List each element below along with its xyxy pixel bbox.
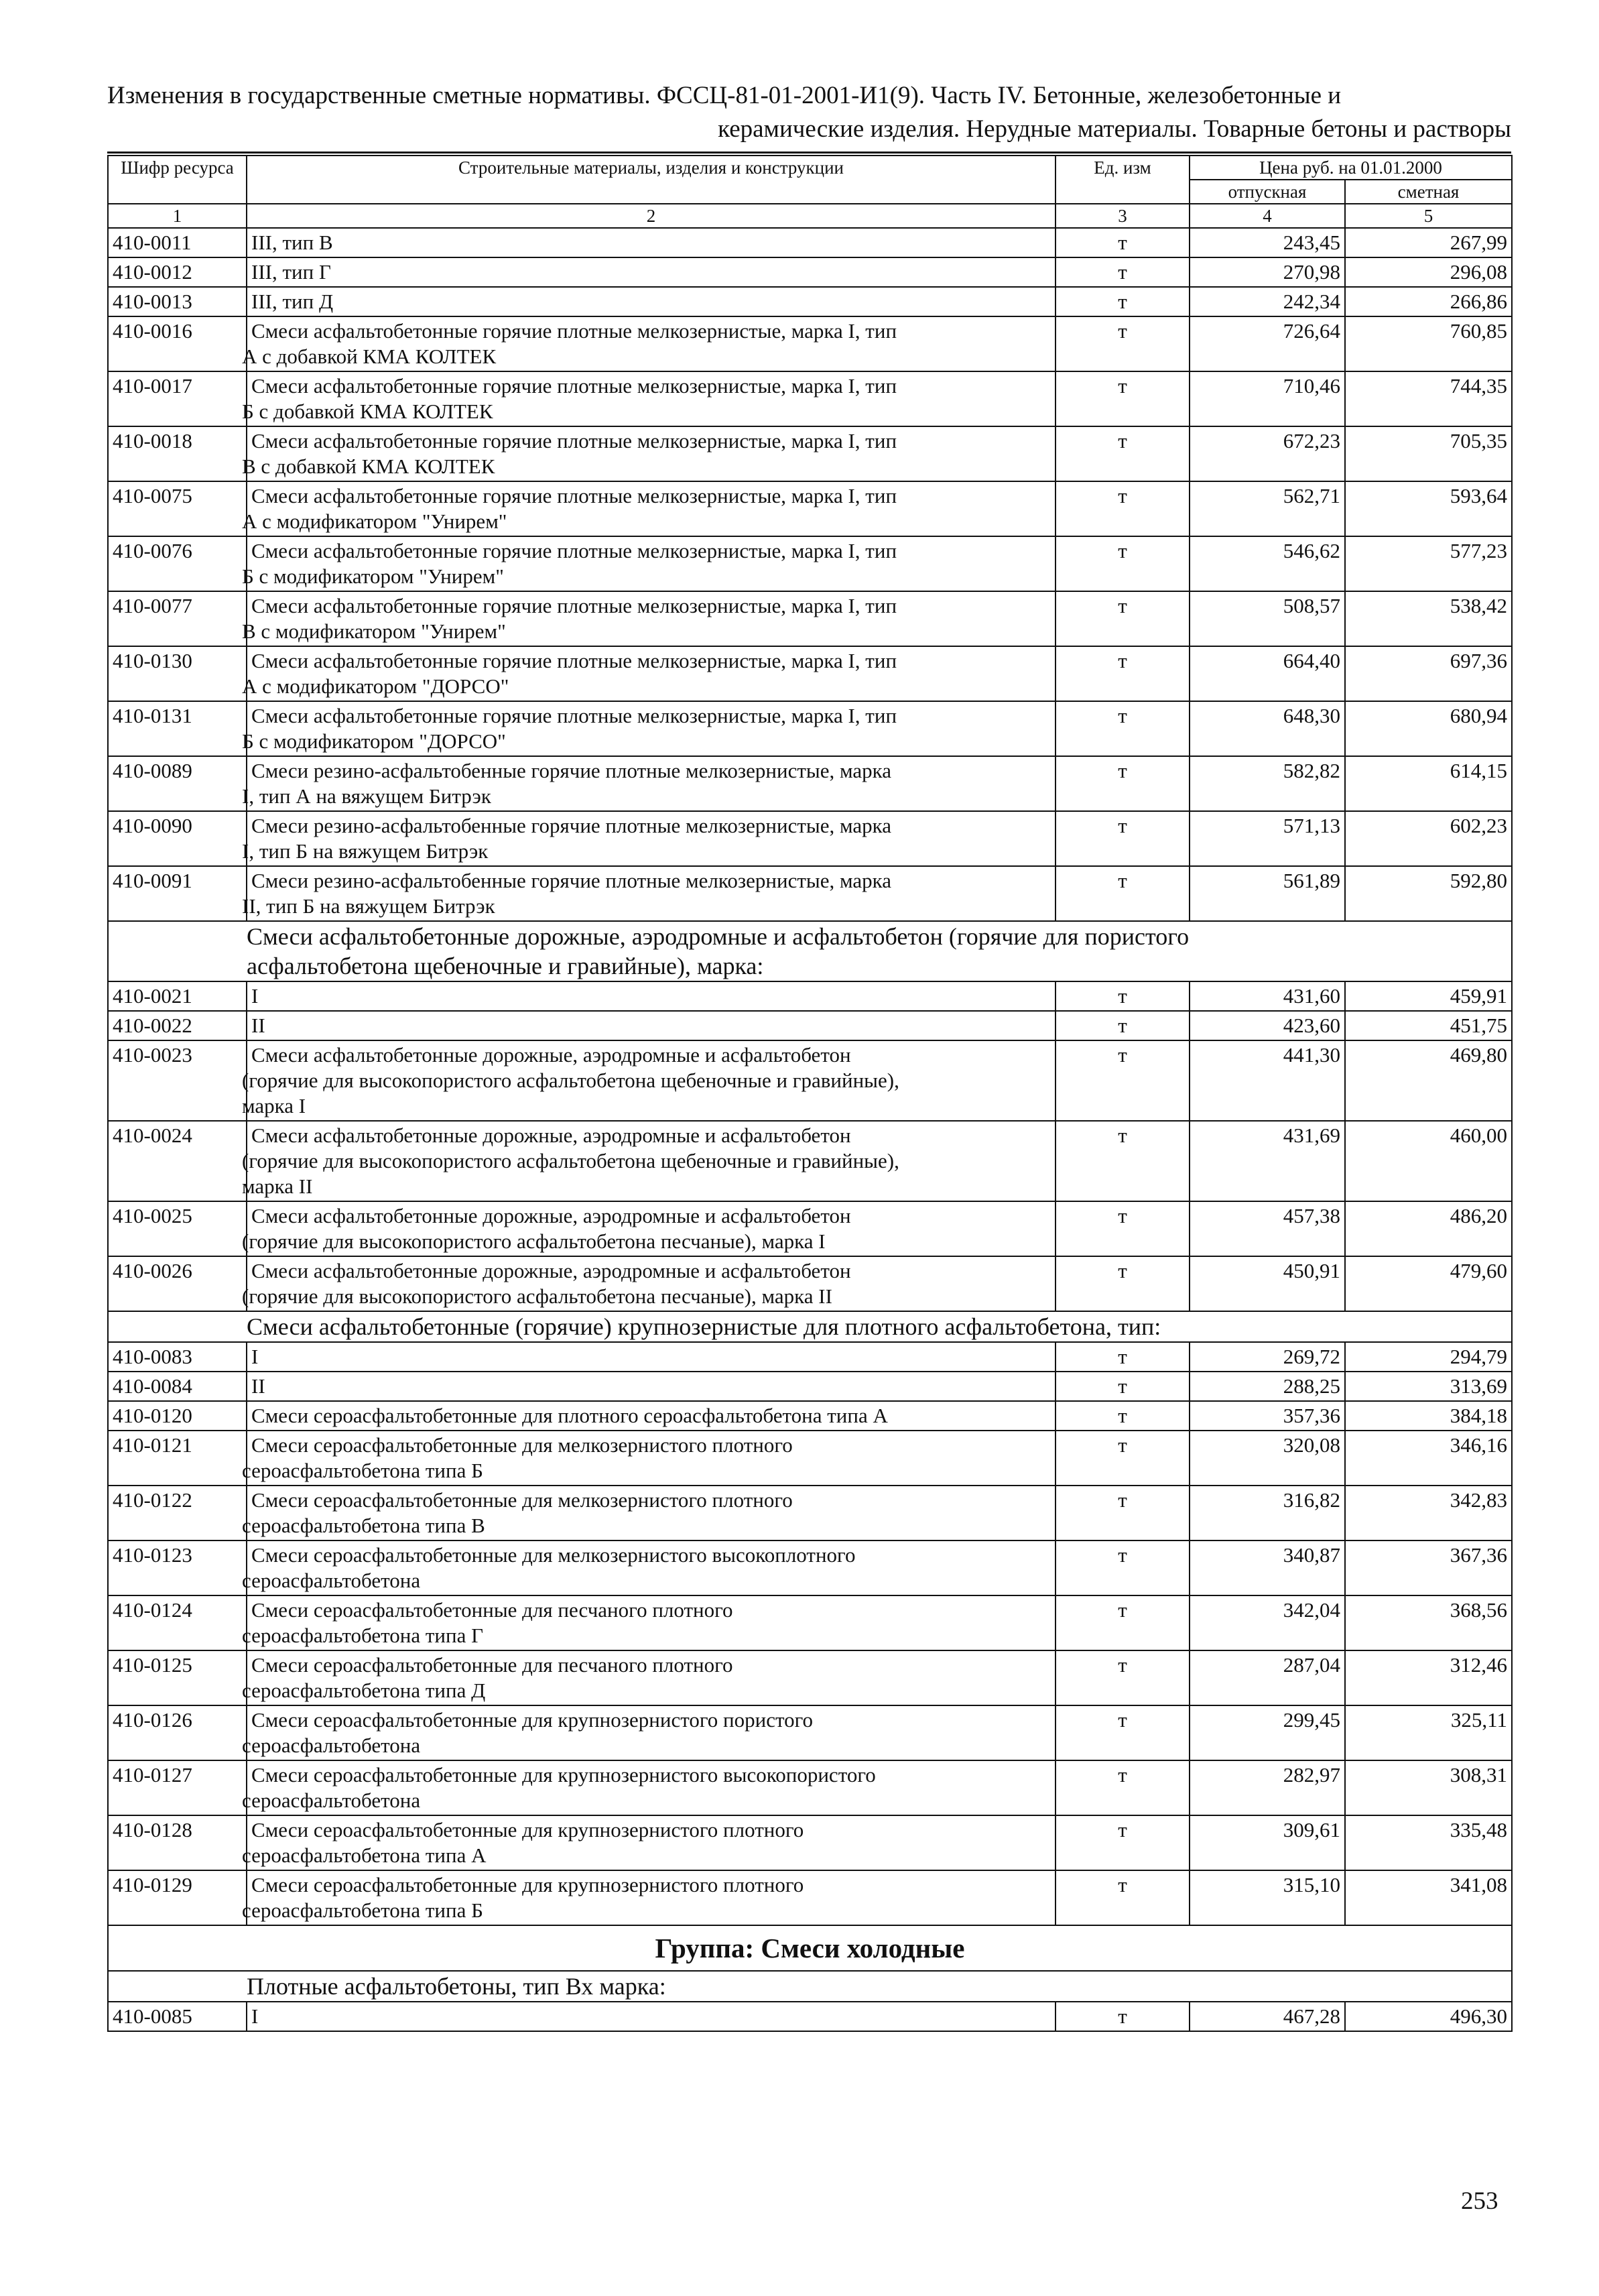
release-price: 243,45: [1190, 228, 1345, 257]
section-title: [108, 921, 1512, 981]
material-name-line: II: [251, 1014, 265, 1037]
release-price: 269,72: [1190, 1342, 1345, 1372]
material-name-line: (горячие для высокопористого асфальтобетона песчаные), марка I: [242, 1229, 826, 1253]
section-row: [108, 1971, 1512, 2002]
price-table: [107, 155, 1513, 2032]
material-name-line: (горячие для высокопористого асфальтобетона песчаные), марка II: [242, 1284, 832, 1308]
unit-cell: т: [1056, 1815, 1190, 1870]
table-row: [108, 1201, 1512, 1256]
estimate-price: 592,80: [1345, 866, 1512, 921]
unit-cell: т: [1056, 1431, 1190, 1486]
estimate-price: 602,23: [1345, 811, 1512, 866]
unit-cell: т: [1056, 1401, 1190, 1431]
material-name: [242, 1650, 1056, 1705]
material-name: [247, 1401, 1056, 1431]
resource-code: 410-0131: [108, 701, 247, 756]
material-name-line: Смеси асфальтобетонные горячие плотные мелкозернистые, марка I, тип: [251, 704, 897, 727]
resource-code: 410-0077: [108, 591, 247, 646]
unit-cell: т: [1056, 756, 1190, 811]
release-price: 299,45: [1190, 1705, 1345, 1760]
material-name-line: Смеси резино-асфальтобенные горячие плотные мелкозернистые, марка: [251, 869, 891, 892]
material-name: [242, 316, 1056, 371]
column-number: 2: [247, 204, 1056, 228]
resource-code: 410-0090: [108, 811, 247, 866]
table-row: [108, 1431, 1512, 1486]
material-name-line: марка I: [242, 1094, 306, 1117]
material-name-line: Смеси сероасфальтобетонные для мелкозернистого высокоплотного: [251, 1543, 856, 1567]
resource-code: 410-0122: [108, 1486, 247, 1540]
material-name-line: Смеси асфальтобетонные горячие плотные мелкозернистые, марка I, тип: [251, 594, 897, 617]
material-name: [242, 1431, 1056, 1486]
material-name-line: Смеси асфальтобетонные горячие плотные мелкозернистые, марка I, тип: [251, 319, 897, 343]
unit-cell: т: [1056, 1040, 1190, 1121]
column-number: 4: [1190, 204, 1345, 228]
section-title: Смеси асфальтобетонные (горячие) крупнозернистые для плотного асфальтобетона, тип:: [108, 1311, 1512, 1342]
material-name-line: А с добавкой КМА КОЛТЕК: [242, 345, 497, 368]
unit-cell: т: [1056, 371, 1190, 426]
estimate-price: 486,20: [1345, 1201, 1512, 1256]
material-name: [242, 1540, 1056, 1595]
unit-cell: т: [1056, 257, 1190, 287]
unit-cell: т: [1056, 1760, 1190, 1815]
table-row: [108, 701, 1512, 756]
section-title-line: асфальтобетона щебеночные и гравийные), марка:: [247, 953, 764, 979]
resource-code: 410-0083: [108, 1342, 247, 1372]
material-name-line: Смеси сероасфальтобетонные для крупнозернистого пористого: [251, 1708, 814, 1732]
material-name: [242, 1815, 1056, 1870]
estimate-price: 577,23: [1345, 536, 1512, 591]
estimate-price: 294,79: [1345, 1342, 1512, 1372]
resource-code: 410-0011: [108, 228, 247, 257]
estimate-price: 342,83: [1345, 1486, 1512, 1540]
material-name-line: Смеси сероасфальтобетонные для песчаного плотного: [251, 1598, 733, 1622]
resource-code: 410-0018: [108, 426, 247, 481]
material-name-line: А с модификатором "Унирем": [242, 509, 507, 533]
unit-cell: т: [1056, 1372, 1190, 1401]
resource-code: 410-0126: [108, 1705, 247, 1760]
estimate-price: 313,69: [1345, 1372, 1512, 1401]
table-row: [108, 1540, 1512, 1595]
estimate-price: 267,99: [1345, 228, 1512, 257]
material-name-line: III, тип Г: [251, 260, 331, 284]
release-price: 242,34: [1190, 287, 1345, 316]
table-row: [108, 1121, 1512, 1201]
resource-code: 410-0121: [108, 1431, 247, 1486]
table-row: [108, 646, 1512, 701]
estimate-price: 341,08: [1345, 1870, 1512, 1925]
unit-cell: т: [1056, 1870, 1190, 1925]
header-release: отпускная: [1190, 180, 1345, 204]
material-name-line: III, тип В: [251, 231, 333, 254]
group-title: Группа: Смеси холодные: [108, 1925, 1512, 1971]
table-row: [108, 811, 1512, 866]
section-title: Плотные асфальтобетоны, тип Вх марка:: [108, 1971, 1512, 2002]
material-name: [247, 1011, 1056, 1040]
estimate-price: 538,42: [1345, 591, 1512, 646]
unit-cell: т: [1056, 1705, 1190, 1760]
release-price: 287,04: [1190, 1650, 1345, 1705]
unit-cell: т: [1056, 1595, 1190, 1650]
unit-cell: т: [1056, 228, 1190, 257]
release-price: 340,87: [1190, 1540, 1345, 1595]
material-name-line: сероасфальтобетона типа А: [242, 1844, 487, 1867]
unit-cell: т: [1056, 981, 1190, 1011]
material-name-line: Б с модификатором "ДОРСО": [242, 729, 506, 753]
header-estimate: сметная: [1345, 180, 1512, 204]
material-name: [247, 2002, 1056, 2031]
resource-code: 410-0091: [108, 866, 247, 921]
unit-cell: т: [1056, 1342, 1190, 1372]
table-row: [108, 426, 1512, 481]
table-row: [108, 1650, 1512, 1705]
group-row: [108, 1925, 1512, 1971]
table-row: [108, 228, 1512, 257]
release-price: 316,82: [1190, 1486, 1345, 1540]
unit-cell: т: [1056, 1256, 1190, 1311]
material-name: [242, 371, 1056, 426]
header-rule: [107, 152, 1511, 154]
material-name-line: сероасфальтобетона типа Д: [242, 1679, 486, 1702]
column-number: 3: [1056, 204, 1190, 228]
estimate-price: 459,91: [1345, 981, 1512, 1011]
unit-cell: т: [1056, 811, 1190, 866]
table-row: [108, 1372, 1512, 1401]
material-name-line: Смеси сероасфальтобетонные для мелкозернистого плотного: [251, 1433, 793, 1457]
material-name-line: II: [251, 1374, 265, 1398]
material-name: [242, 1121, 1056, 1201]
material-name-line: марка II: [242, 1174, 313, 1198]
release-price: 320,08: [1190, 1431, 1345, 1486]
material-name-line: (горячие для высокопористого асфальтобетона щебеночные и гравийные),: [242, 1149, 899, 1172]
estimate-price: 760,85: [1345, 316, 1512, 371]
material-name-line: Смеси асфальтобетонные дорожные, аэродромные и асфальтобетон: [251, 1043, 851, 1067]
resource-code: 410-0128: [108, 1815, 247, 1870]
table-row: [108, 1342, 1512, 1372]
release-price: 710,46: [1190, 371, 1345, 426]
table-row: [108, 2002, 1512, 2031]
table-row: [108, 591, 1512, 646]
header-price: Цена руб. на 01.01.2000: [1190, 156, 1512, 180]
material-name-line: сероасфальтобетона типа Б: [242, 1459, 483, 1482]
material-name: [242, 426, 1056, 481]
material-name: [242, 536, 1056, 591]
table-row: [108, 756, 1512, 811]
table-row: [108, 1401, 1512, 1431]
unit-cell: т: [1056, 1540, 1190, 1595]
release-price: 431,60: [1190, 981, 1345, 1011]
release-price: 561,89: [1190, 866, 1345, 921]
material-name-line: Смеси асфальтобетонные горячие плотные мелкозернистые, марка I, тип: [251, 484, 897, 507]
release-price: 582,82: [1190, 756, 1345, 811]
table-row: [108, 1040, 1512, 1121]
material-name-line: Смеси сероасфальтобетонные для песчаного плотного: [251, 1653, 733, 1677]
resource-code: 410-0125: [108, 1650, 247, 1705]
resource-code: 410-0021: [108, 981, 247, 1011]
estimate-price: 308,31: [1345, 1760, 1512, 1815]
material-name-line: (горячие для высокопористого асфальтобетона щебеночные и гравийные),: [242, 1069, 899, 1092]
material-name-line: I: [251, 2004, 259, 2028]
estimate-price: 368,56: [1345, 1595, 1512, 1650]
estimate-price: 705,35: [1345, 426, 1512, 481]
resource-code: 410-0084: [108, 1372, 247, 1401]
column-number: 5: [1345, 204, 1512, 228]
resource-code: 410-0120: [108, 1401, 247, 1431]
unit-cell: т: [1056, 1201, 1190, 1256]
unit-cell: т: [1056, 426, 1190, 481]
table-row: [108, 1256, 1512, 1311]
material-name: [242, 646, 1056, 701]
material-name: [242, 756, 1056, 811]
release-price: 648,30: [1190, 701, 1345, 756]
header-line-2: керамические изделия. Нерудные материалы. Товарные бетоны и растворы: [718, 115, 1511, 143]
resource-code: 410-0130: [108, 646, 247, 701]
estimate-price: 346,16: [1345, 1431, 1512, 1486]
header-unit: Ед. изм: [1056, 156, 1190, 204]
estimate-price: 325,11: [1345, 1705, 1512, 1760]
resource-code: 410-0022: [108, 1011, 247, 1040]
table-body-1: [108, 228, 1512, 921]
release-price: 423,60: [1190, 1011, 1345, 1040]
material-name-line: сероасфальтобетона: [242, 1789, 421, 1812]
release-price: 288,25: [1190, 1372, 1345, 1401]
estimate-price: 312,46: [1345, 1650, 1512, 1705]
material-name-line: Смеси асфальтобетонные дорожные, аэродромные и асфальтобетон: [251, 1124, 851, 1147]
release-price: 664,40: [1190, 646, 1345, 701]
material-name: [247, 287, 1056, 316]
estimate-price: 451,75: [1345, 1011, 1512, 1040]
material-name-line: сероасфальтобетона типа Г: [242, 1624, 483, 1647]
table-row: [108, 1595, 1512, 1650]
material-name-line: Б с добавкой КМА КОЛТЕК: [242, 400, 493, 423]
estimate-price: 335,48: [1345, 1815, 1512, 1870]
section-row: [108, 1311, 1512, 1342]
table-row: [108, 481, 1512, 536]
header-name: Строительные материалы, изделия и конструкции: [247, 156, 1056, 204]
material-name-line: сероасфальтобетона типа Б: [242, 1898, 483, 1922]
material-name-line: сероасфальтобетона типа В: [242, 1514, 485, 1537]
material-name-line: А с модификатором "ДОРСО": [242, 674, 509, 698]
resource-code: 410-0076: [108, 536, 247, 591]
material-name: [242, 1201, 1056, 1256]
release-price: 546,62: [1190, 536, 1345, 591]
estimate-price: 744,35: [1345, 371, 1512, 426]
material-name-line: Смеси сероасфальтобетонные для крупнозернистого плотного: [251, 1818, 804, 1841]
material-name: [242, 866, 1056, 921]
release-price: 309,61: [1190, 1815, 1345, 1870]
table-body-2: [108, 981, 1512, 1311]
estimate-price: 266,86: [1345, 287, 1512, 316]
unit-cell: т: [1056, 287, 1190, 316]
material-name: [247, 1372, 1056, 1401]
estimate-price: 496,30: [1345, 2002, 1512, 2031]
release-price: 450,91: [1190, 1256, 1345, 1311]
material-name-line: Смеси асфальтобетонные горячие плотные мелкозернистые, марка I, тип: [251, 539, 897, 562]
material-name-line: I, тип А на вяжущем Битрэк: [242, 784, 491, 808]
unit-cell: т: [1056, 536, 1190, 591]
estimate-price: 469,80: [1345, 1040, 1512, 1121]
resource-code: 410-0012: [108, 257, 247, 287]
section-title-line: Смеси асфальтобетонные дорожные, аэродромные и асфальтобетон (горячие для пористого: [247, 923, 1190, 950]
material-name-line: В с добавкой КМА КОЛТЕК: [242, 455, 495, 478]
unit-cell: т: [1056, 1121, 1190, 1201]
release-price: 571,13: [1190, 811, 1345, 866]
group-section: [108, 1925, 1512, 2002]
material-name: [247, 1342, 1056, 1372]
material-name-line: Смеси сероасфальтобетонные для крупнозернистого высокопористого: [251, 1763, 876, 1787]
table-row: [108, 866, 1512, 921]
table-row: [108, 316, 1512, 371]
material-name: [242, 1256, 1056, 1311]
column-number: 1: [108, 204, 247, 228]
resource-code: 410-0075: [108, 481, 247, 536]
release-price: 562,71: [1190, 481, 1345, 536]
material-name-line: I: [251, 1345, 259, 1368]
resource-code: 410-0013: [108, 287, 247, 316]
resource-code: 410-0026: [108, 1256, 247, 1311]
table-row: [108, 1760, 1512, 1815]
column-number-row: [108, 204, 1512, 228]
material-name-line: Смеси асфальтобетонные горячие плотные мелкозернистые, марка I, тип: [251, 429, 897, 452]
section-1: [108, 921, 1512, 981]
table-row: [108, 371, 1512, 426]
table-row: [108, 1705, 1512, 1760]
release-price: 282,97: [1190, 1760, 1345, 1815]
release-price: 342,04: [1190, 1595, 1345, 1650]
table-row: [108, 1011, 1512, 1040]
material-name-line: II, тип Б на вяжущем Битрэк: [242, 894, 495, 918]
estimate-price: 384,18: [1345, 1401, 1512, 1431]
release-price: 467,28: [1190, 2002, 1345, 2031]
table-row: [108, 287, 1512, 316]
resource-code: 410-0025: [108, 1201, 247, 1256]
release-price: 726,64: [1190, 316, 1345, 371]
resource-code: 410-0085: [108, 2002, 247, 2031]
estimate-price: 367,36: [1345, 1540, 1512, 1595]
resource-code: 410-0017: [108, 371, 247, 426]
resource-code: 410-0129: [108, 1870, 247, 1925]
page-number: 253: [1461, 2187, 1498, 2215]
table-row: [108, 1486, 1512, 1540]
material-name-line: Смеси сероасфальтобетонные для мелкозернистого плотного: [251, 1488, 793, 1512]
material-name-line: сероасфальтобетона: [242, 1734, 421, 1757]
table-body-3: [108, 1342, 1512, 1925]
header-line-1: Изменения в государственные сметные нормативы. ФССЦ-81-01-2001-И1(9). Часть IV. Бетонные, железобетонные и: [107, 82, 1342, 109]
unit-cell: т: [1056, 591, 1190, 646]
material-name-line: Смеси сероасфальтобетонные для крупнозернистого плотного: [251, 1873, 804, 1896]
table-row: [108, 1815, 1512, 1870]
estimate-price: 296,08: [1345, 257, 1512, 287]
material-name: [242, 811, 1056, 866]
unit-cell: т: [1056, 1011, 1190, 1040]
material-name-line: сероасфальтобетона: [242, 1569, 421, 1592]
unit-cell: т: [1056, 646, 1190, 701]
material-name: [247, 981, 1056, 1011]
page-header: [107, 79, 1511, 146]
release-price: 672,23: [1190, 426, 1345, 481]
material-name: [247, 257, 1056, 287]
resource-code: 410-0016: [108, 316, 247, 371]
material-name-line: Смеси асфальтобетонные дорожные, аэродромные и асфальтобетон: [251, 1204, 851, 1227]
material-name-line: I: [251, 984, 259, 1008]
unit-cell: т: [1056, 1486, 1190, 1540]
unit-cell: т: [1056, 481, 1190, 536]
material-name-line: Смеси асфальтобетонные горячие плотные мелкозернистые, марка I, тип: [251, 649, 897, 672]
material-name: [242, 1595, 1056, 1650]
table-row: [108, 1870, 1512, 1925]
release-price: 357,36: [1190, 1401, 1345, 1431]
unit-cell: т: [1056, 1650, 1190, 1705]
material-name: [242, 1486, 1056, 1540]
resource-code: 410-0124: [108, 1595, 247, 1650]
table-header-row: [108, 156, 1512, 180]
material-name: [247, 228, 1056, 257]
section-2: [108, 1311, 1512, 1342]
material-name: [242, 1040, 1056, 1121]
table-row: [108, 257, 1512, 287]
release-price: 431,69: [1190, 1121, 1345, 1201]
material-name-line: Смеси асфальтобетонные горячие плотные мелкозернистые, марка I, тип: [251, 374, 897, 398]
section-row: [108, 921, 1512, 981]
estimate-price: 614,15: [1345, 756, 1512, 811]
material-name: [242, 591, 1056, 646]
resource-code: 410-0024: [108, 1121, 247, 1201]
estimate-price: 593,64: [1345, 481, 1512, 536]
material-name-line: Смеси асфальтобетонные дорожные, аэродромные и асфальтобетон: [251, 1259, 851, 1282]
unit-cell: т: [1056, 316, 1190, 371]
material-name: [242, 701, 1056, 756]
material-name: [242, 1870, 1056, 1925]
resource-code: 410-0089: [108, 756, 247, 811]
release-price: 508,57: [1190, 591, 1345, 646]
estimate-price: 460,00: [1345, 1121, 1512, 1201]
material-name: [242, 1760, 1056, 1815]
table-row: [108, 981, 1512, 1011]
release-price: 270,98: [1190, 257, 1345, 287]
unit-cell: т: [1056, 701, 1190, 756]
material-name: [242, 1705, 1056, 1760]
header-code: Шифр ресурса: [108, 156, 247, 204]
table-body-4: [108, 2002, 1512, 2031]
resource-code: 410-0127: [108, 1760, 247, 1815]
release-price: 441,30: [1190, 1040, 1345, 1121]
release-price: 315,10: [1190, 1870, 1345, 1925]
estimate-price: 697,36: [1345, 646, 1512, 701]
material-name-line: Смеси резино-асфальтобенные горячие плотные мелкозернистые, марка: [251, 759, 891, 782]
table-row: [108, 536, 1512, 591]
estimate-price: 479,60: [1345, 1256, 1512, 1311]
material-name-line: Смеси сероасфальтобетонные для плотного сероасфальтобетона типа А: [251, 1404, 888, 1427]
material-name: [242, 481, 1056, 536]
unit-cell: т: [1056, 2002, 1190, 2031]
resource-code: 410-0123: [108, 1540, 247, 1595]
unit-cell: т: [1056, 866, 1190, 921]
material-name-line: Смеси резино-асфальтобенные горячие плотные мелкозернистые, марка: [251, 814, 891, 837]
material-name-line: III, тип Д: [251, 290, 334, 313]
release-price: 457,38: [1190, 1201, 1345, 1256]
material-name-line: I, тип Б на вяжущем Битрэк: [242, 839, 489, 863]
resource-code: 410-0023: [108, 1040, 247, 1121]
material-name-line: Б с модификатором "Унирем": [242, 564, 504, 588]
estimate-price: 680,94: [1345, 701, 1512, 756]
material-name-line: В с модификатором "Унирем": [242, 619, 506, 643]
